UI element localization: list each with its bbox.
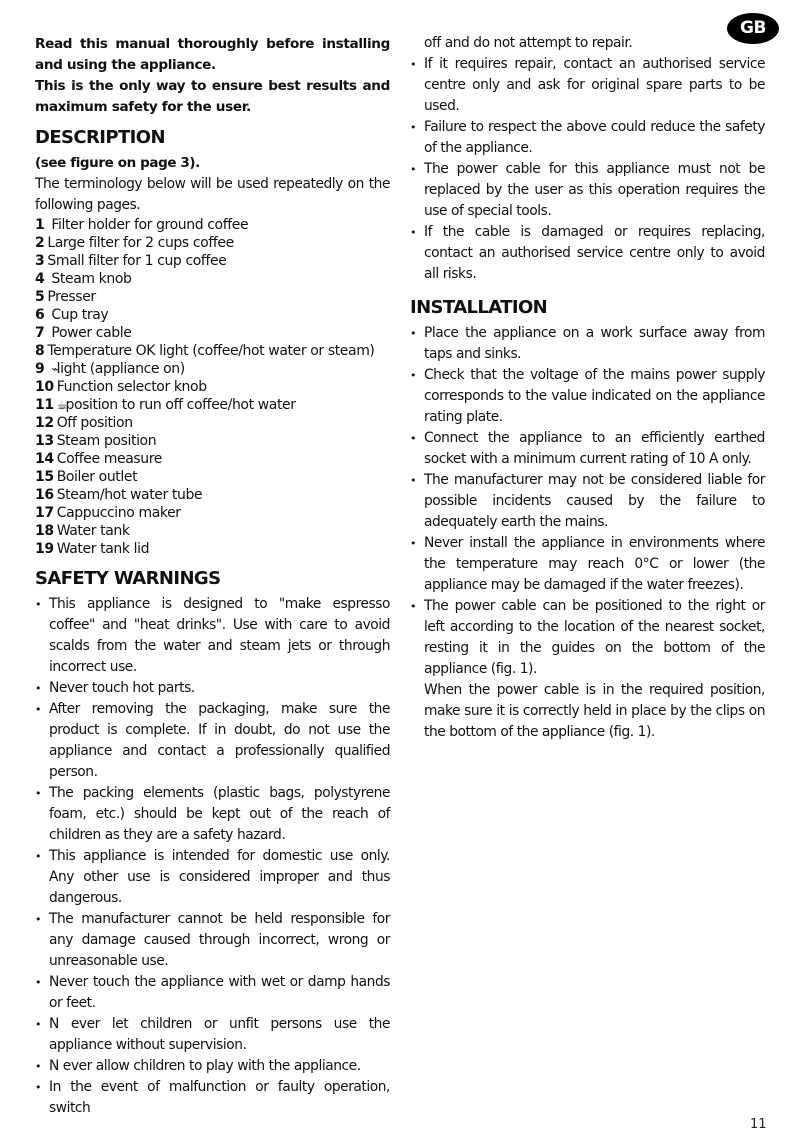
bullet-icon: •	[35, 913, 42, 926]
safety-bullet: • This appliance is intended for domestic use only. Any other use is considered improper and thus dangerous.	[35, 848, 390, 906]
safety-bullet: • The manufacturer cannot be held responsible for any damage caused through incorrect, wrong or unreasonable use.	[35, 911, 390, 969]
bullet-icon: •	[410, 432, 417, 445]
term-item: 3 Small filter for 1 cup coffee	[35, 253, 227, 269]
term-item: 7 Power cable	[35, 325, 132, 341]
installation-bullet: • The manufacturer may not be considered liable for possible incidents caused by the failure to adequately earth the mains.	[410, 472, 765, 530]
installation-bullet: • The power cable can be positioned to the right or left according to the location of the nearest socket, resting it in the guides on the bottom of the appliance (fig. 1).	[410, 598, 765, 677]
term-item: 18 Water tank	[35, 523, 130, 539]
bullet-icon: •	[410, 600, 417, 613]
terminology-list	[35, 216, 390, 558]
safety-bullet: • The packing elements (plastic bags, polystyrene foam, etc.) should be kept out of the reach of children as they are a safety hazard.	[35, 785, 390, 843]
bullet-icon: •	[410, 474, 417, 487]
bullet-icon: •	[35, 682, 42, 695]
installation-bullet: • Check that the voltage of the mains power supply corresponds to the value indicated on the appliance rating plate.	[410, 367, 765, 425]
term-item: 14 Coffee measure	[35, 451, 163, 467]
safety-warnings-heading: SAFETY WARNINGS	[35, 568, 221, 589]
safety-warnings-list-continued	[410, 54, 765, 285]
term-item: 10 Function selector knob	[35, 379, 207, 395]
description-subheading: (see figure on page 3).	[35, 155, 200, 171]
bullet-icon: •	[35, 850, 42, 863]
safety-bullet: • Never touch hot parts.	[35, 678, 390, 699]
bullet-icon: •	[410, 121, 417, 134]
bullet-icon: •	[35, 703, 42, 716]
installation-bullet: • Connect the appliance to an efficiently earthed socket with a minimum current rating of 10 A only.	[410, 430, 765, 467]
term-item: 13 Steam position	[35, 433, 157, 449]
bullet-icon: •	[35, 976, 42, 989]
term-item: 9 ⌁light (appliance on)	[35, 361, 185, 377]
term-item: 19 Water tank lid	[35, 541, 150, 557]
installation-heading: INSTALLATION	[410, 297, 548, 318]
installation-paragraph: When the power cable is in the required position, make sure it is correctly held in place by the clips on the bottom of the appliance (fig. 1).	[424, 682, 765, 740]
description-paragraph: The terminology below will be used repeatedly on the following pages.	[35, 176, 390, 213]
safety-bullet: • This appliance is designed to "make espresso coffee" and "heat drinks". Use with care to avoid scalds from the water and steam jets or through incorrect use.	[35, 596, 390, 675]
page-number: 11	[750, 1117, 767, 1132]
term-item: 2 Large filter for 2 cups coffee	[35, 235, 234, 251]
bullet-icon: •	[410, 163, 417, 176]
bullet-icon: •	[35, 1060, 42, 1073]
description-heading: DESCRIPTION	[35, 127, 165, 148]
term-item: 11 ☕position to run off coffee/hot water	[35, 397, 296, 413]
bullet-icon: •	[35, 1018, 42, 1031]
safety-bullet: • If it requires repair, contact an authorised service centre only and ask for original spare parts to be used.	[410, 56, 765, 114]
safety-bullet: • The power cable for this appliance must not be replaced by the user as this operation requires the use of special tools.	[410, 161, 765, 219]
term-item: 4 Steam knob	[35, 271, 132, 287]
term-item: 17 Cappuccino maker	[35, 505, 181, 521]
intro-line-2: This is the only way to ensure best results and maximum safety for the user.	[35, 78, 390, 115]
term-item: 15 Boiler outlet	[35, 469, 138, 485]
term-item: 8 Temperature OK light (coffee/hot water or steam)	[35, 343, 375, 359]
bullet-icon: •	[35, 1081, 42, 1094]
safety-bullet: • N ever allow children to play with the appliance.	[35, 1056, 390, 1077]
bullet-icon: •	[35, 787, 42, 800]
left-column	[35, 34, 390, 1119]
safety-warnings-list	[35, 594, 390, 1119]
safety-bullet: • After removing the packaging, make sure the product is complete. If in doubt, do not use the appliance and contact a professionally qualified person.	[35, 701, 390, 780]
safety-bullet: • Never touch the appliance with wet or damp hands or feet.	[35, 974, 390, 1011]
installation-bullet: • Place the appliance on a work surface away from taps and sinks.	[410, 325, 765, 362]
installation-list	[410, 323, 765, 743]
bullet-icon: •	[35, 598, 42, 611]
right-column	[410, 33, 765, 743]
term-item: 12 Off position	[35, 415, 133, 431]
coffee-cup-icon: ☕	[56, 398, 66, 412]
safety-bullet: • In the event of malfunction or faulty operation, switch	[35, 1079, 390, 1116]
safety-bullet: • N ever let children or unfit persons use the appliance without supervision.	[35, 1016, 390, 1053]
term-item: 1 Filter holder for ground coffee	[35, 217, 249, 233]
term-item: 16 Steam/hot water tube	[35, 487, 203, 503]
bullet-icon: •	[410, 369, 417, 382]
safety-bullet: • Failure to respect the above could reduce the safety of the appliance.	[410, 119, 765, 156]
language-badge-label: GB	[740, 18, 766, 38]
term-item: 5 Presser	[35, 289, 96, 305]
bullet-icon: •	[410, 537, 417, 550]
power-light-icon: ⌁	[51, 362, 57, 376]
bullet-icon: •	[410, 327, 417, 340]
safety-continuation: off and do not attempt to repair.	[424, 35, 633, 51]
safety-bullet: • If the cable is damaged or requires replacing, contact an authorised service centre only to avoid all risks.	[410, 224, 765, 282]
installation-bullet: • Never install the appliance in environments where the temperature may reach 0°C or lower (the appliance may be damaged if the water freezes).	[410, 535, 765, 593]
bullet-icon: •	[410, 58, 417, 71]
term-item: 6 Cup tray	[35, 307, 109, 323]
intro-line-1: Read this manual thoroughly before installing and using the appliance.	[35, 36, 390, 73]
bullet-icon: •	[410, 226, 417, 239]
